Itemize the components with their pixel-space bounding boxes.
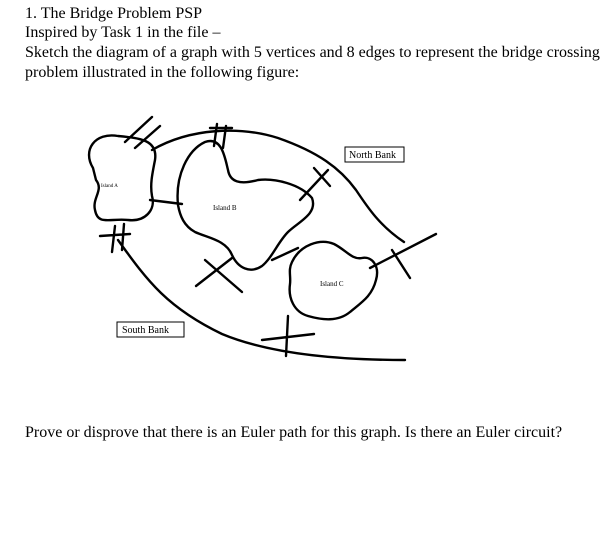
instruction-line-2: problem illustrated in the following figure: [25, 64, 300, 81]
inspired-by-text: Inspired by Task 1 in the file – [25, 24, 221, 41]
bridge-a-north [125, 117, 160, 148]
bridge-b-south [196, 258, 242, 292]
island-c-label: Island C [320, 280, 344, 288]
bridge-a-south [100, 224, 130, 252]
island-a-label: Island A [101, 184, 118, 189]
problem-title: 1. The Bridge Problem PSP [25, 5, 203, 22]
island-b-label: Island B [213, 204, 237, 212]
north-bank-label: North Bank [349, 150, 396, 161]
bridge-c-south [262, 316, 314, 356]
bridge-b-north [210, 124, 232, 148]
island-a-shape [89, 135, 155, 220]
bridge-b-north-right [300, 168, 330, 200]
south-bank-label: South Bank [122, 325, 169, 336]
euler-question: Prove or disprove that there is an Euler path for this graph. Is there an Euler circuit? [25, 424, 563, 441]
instruction-line-1: Sketch the diagram of a graph with 5 vertices and 8 edges to represent the bridge crossing [25, 44, 600, 61]
